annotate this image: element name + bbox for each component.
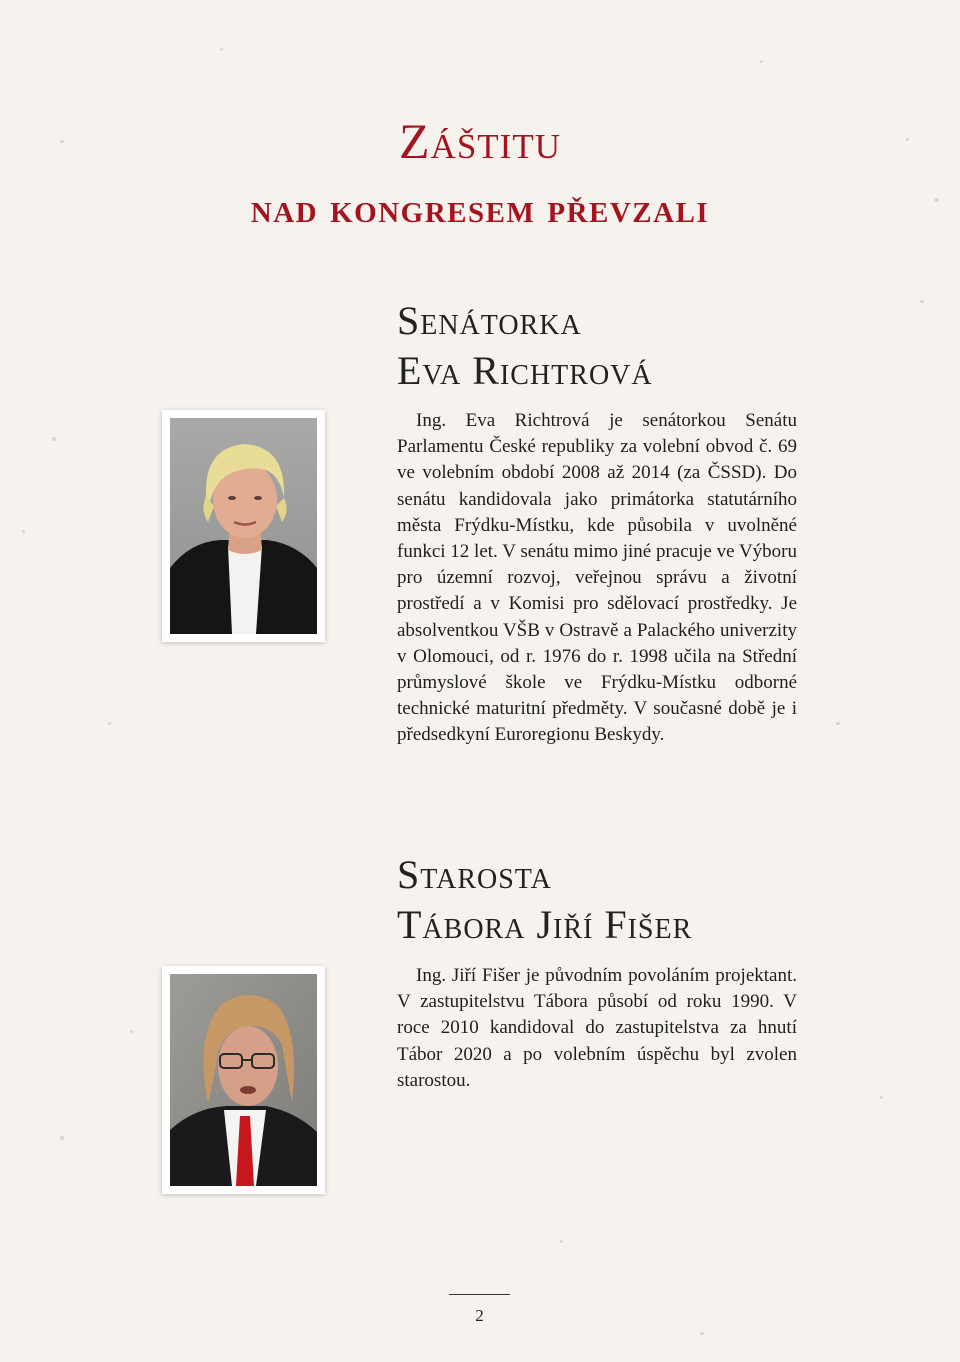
senator-photo [162, 410, 325, 642]
page-heading-line1: Záštitu [399, 113, 561, 169]
mayor-photo [162, 966, 325, 1194]
paper-speck [220, 48, 223, 51]
paper-speck [52, 437, 56, 441]
mayor-role: Starosta [397, 852, 552, 897]
mayor-portrait-image [170, 974, 317, 1186]
senator-name: Eva Richtrová [397, 348, 653, 393]
paper-speck [760, 60, 763, 63]
page-number-rule [449, 1294, 510, 1295]
senator-bio: Ing. Eva Richtrová je senátorkou Senátu Parlamentu České republiky za volební obvod č. 69 ve volebním období 2008 až 2014 (za ČSSD). Do senátu kandidovala jako primátorka statutárního města Frýdku-Místku, kde působila v uvolněné funkci 12 let. V senátu mimo jiné pracuje ve Výboru pro územní rozvoj, veřejnou správu a životní prostředí a v Komisi pro sdělovací prostředky. Je absolventkou VŠB v Ostravě a Palackého univerzity v Olomouci, od r. 1976 do r. 1998 učila na Střední průmyslové škole ve Frýdku-Místku odborné technické maturitní předměty. V současné době je i předsedkyní Euroregionu Beskydy. [397, 410, 797, 746]
mayor-name: Tábora Jiří Fišer [397, 902, 693, 947]
paper-speck [880, 1096, 883, 1099]
page-number: 2 [475, 1306, 484, 1325]
paper-speck [836, 722, 840, 725]
senator-portrait-image [170, 418, 317, 634]
senator-role: Senátorka [397, 298, 582, 343]
mayor-bio: Ing. Jiří Fišer je původním povoláním projektant. V zastupitelstvu Tábora působí od roku 1990. V roce 2010 kandidoval do zastupitelstva za hnutí Tábor 2020 a po volebním úspěchu byl zvolen starostou. [397, 965, 797, 1091]
paper-speck [108, 722, 111, 725]
senator-title [397, 296, 653, 396]
page-heading-line2: nad kongresem převzali [250, 186, 710, 232]
paper-speck [700, 1332, 704, 1335]
paper-speck [560, 1240, 563, 1243]
mayor-title [397, 850, 692, 950]
paper-speck [60, 1136, 64, 1140]
paper-speck [130, 1030, 133, 1033]
paper-speck [920, 300, 924, 303]
paper-speck [22, 530, 25, 533]
